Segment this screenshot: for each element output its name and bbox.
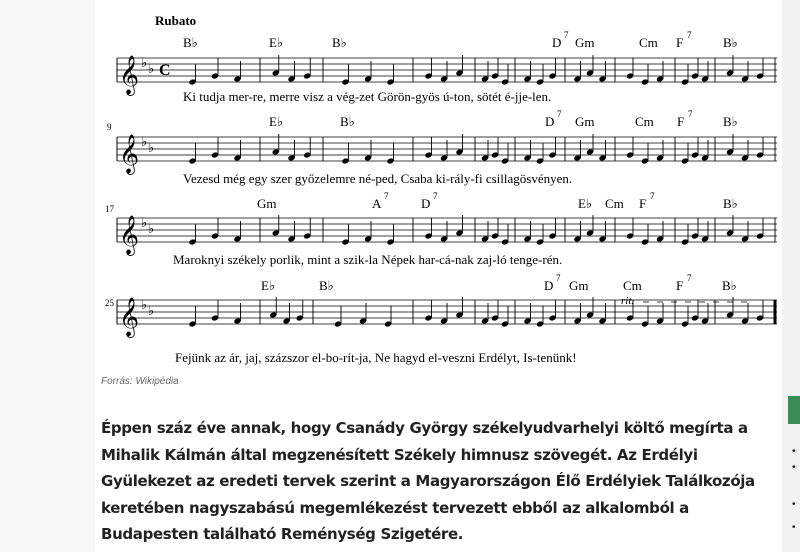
chord-symbol: E♭ [269,114,284,129]
chord-superscript: 7 [556,273,561,283]
chord-superscript: 7 [557,109,562,119]
chord-superscript: 7 [687,273,692,283]
chord-symbol: F [676,278,684,293]
flat-sign: ♭ [141,55,148,70]
chord-symbol: D [544,278,554,293]
chord-symbol: Gm [575,114,595,129]
chord-symbol: B♭ [722,278,737,293]
treble-clef: 𝄞 [119,217,140,254]
chord-symbol: F [677,114,685,129]
chord-symbol: E♭ [578,196,593,211]
chord-symbols [269,109,738,129]
measure-number: 25 [105,298,114,308]
chord-symbol: Gm [569,278,589,293]
left-margin [0,0,95,552]
flat-sign: ♭ [148,221,155,236]
treble-clef: 𝄞 [119,136,140,173]
chord-symbol: B♭ [723,114,738,129]
chord-symbols [183,30,738,50]
chord-symbol: Gm [257,196,277,211]
chord-symbol: Cm [623,278,642,293]
tempo-marking: Rubato [155,13,197,28]
chord-symbol: D [421,196,431,211]
sidebar-bullet: • [792,446,796,457]
chord-symbol: Cm [605,196,624,211]
staff-system-4 [105,273,777,365]
lyrics-line: Ki tudja mer-re, merre visz a vég-zet Görön-gyös ú-ton, sötét é-jje-len. [183,89,552,104]
staff-system-3 [105,191,777,267]
chord-symbol: E♭ [269,35,284,50]
chord-symbol: Cm [635,114,654,129]
flat-sign: ♭ [141,297,148,312]
chord-symbol: F [639,196,647,211]
flat-sign: ♭ [148,61,155,76]
chord-symbol: B♭ [183,35,198,50]
measure-number: 9 [107,122,112,132]
chord-superscript: 7 [687,30,692,40]
flat-sign: ♭ [148,303,155,318]
chord-superscript: 7 [384,191,389,201]
chord-symbol: B♭ [340,114,355,129]
chord-symbol: D [545,114,555,129]
flat-sign: ♭ [141,215,148,230]
chord-symbols [261,273,737,293]
time-signature: C [159,62,171,79]
chord-symbol: B♭ [723,35,738,50]
staff [117,215,777,256]
chord-symbol: F [676,35,684,50]
chord-symbol: Cm [639,35,658,50]
treble-clef: 𝄞 [119,299,140,336]
staff [117,297,777,338]
article-paragraph: Éppen száz éve annak, hogy Csanády György székelyudvarhelyi költő megírta a Mihalik Kálmán által megzenésített Székely himnusz szövegét. Az Erdélyi Gyülekezet az eredeti tervek szerint a Magyarországon Élő Erdélyiek Találkozója keretében nagyszabású megemlékezést tervezett ebből az alkalomból a Budapesten található Reménység Szigetére. [101,419,755,543]
chord-symbol: B♭ [319,278,334,293]
chord-symbol: B♭ [332,35,347,50]
sheet-music-image [95,0,782,390]
chord-symbol: B♭ [723,196,738,211]
chord-superscript: 7 [650,191,655,201]
sidebar-accent-block [788,396,800,424]
right-sidebar [782,0,800,552]
staff-system-1 [117,30,777,104]
chord-superscript: 7 [564,30,569,40]
flat-sign: ♭ [141,134,148,149]
lyrics-line: Vezesd még egy szer győzelemre né-ped, Csaba ki-rály-fi csillagösvényen. [183,171,573,186]
lyrics-line: Fejünk az ár, jaj, százszor el-bo-rít-ja, Ne hagyd el-veszni Erdélyt, Is-tenünk! [175,350,577,365]
image-caption: Forrás: Wikipédia [101,376,179,387]
ritardando-marking: rit. [621,295,635,307]
chord-symbol: Gm [575,35,595,50]
chord-symbols [257,191,738,211]
chord-symbol: A [372,196,382,211]
flat-sign: ♭ [148,140,155,155]
staff [117,134,777,175]
sidebar-bullet: • [792,522,796,533]
chord-superscript: 7 [433,191,438,201]
staff-system-2 [107,109,777,186]
sidebar-bullet: • [792,462,796,473]
chord-symbol: E♭ [261,278,276,293]
sidebar-bullet: • [792,499,796,510]
chord-superscript: 7 [688,109,693,119]
measure-number: 17 [105,204,114,214]
lyrics-line: Maroknyi székely porlik, mint a szik-la Népek har-cá-nak zaj-ló tenge-rén. [173,252,563,267]
treble-clef: 𝄞 [119,57,140,94]
chord-symbol: D [552,35,562,50]
